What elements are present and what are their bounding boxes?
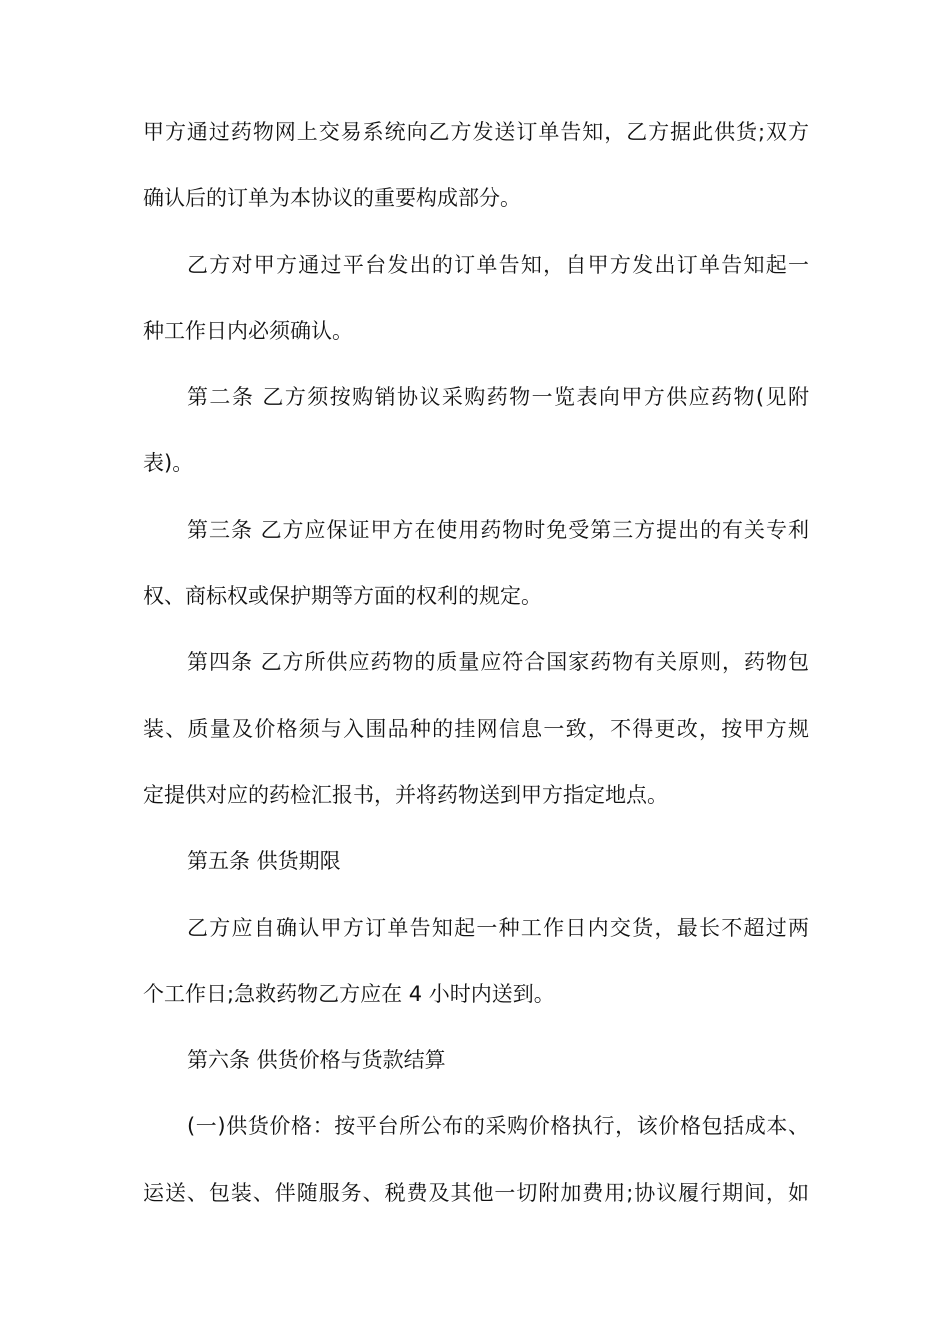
text-line: (一)供货价格：按平台所公布的采购价格执行，该价格包括成本、	[187, 1114, 809, 1139]
text-line: 第三条 乙方应保证甲方在使用药物时免受第三方提出的有关专利	[187, 517, 809, 542]
text-line: 第六条 供货价格与货款结算	[187, 1048, 446, 1073]
text-line: 装、质量及价格须与入围品种的挂网信息一致，不得更改，按甲方规	[143, 716, 809, 741]
text-line: 第五条 供货期限	[187, 849, 341, 874]
text-line: 第二条 乙方须按购销协议采购药物一览表向甲方供应药物(见附	[187, 385, 809, 410]
text-line: 乙方应自确认甲方订单告知起一种工作日内交货，最长不超过两	[187, 915, 809, 940]
text-line: 甲方通过药物网上交易系统向乙方发送订单告知，乙方据此供货;双方	[143, 120, 809, 144]
contract-body-text	[143, 108, 809, 1235]
text-line: 确认后的订单为本协议的重要构成部分。	[143, 186, 521, 211]
text-line: 权、商标权或保护期等方面的权利的规定。	[143, 584, 542, 609]
text-line: 定提供对应的药检汇报书，并将药物送到甲方指定地点。	[143, 782, 668, 807]
text-line: 运送、包装、伴随服务、税费及其他一切附加费用;协议履行期间，如	[143, 1180, 809, 1205]
text-line: 第四条 乙方所供应药物的质量应符合国家药物有关原则，药物包	[187, 650, 809, 675]
text-line: 表)。	[143, 451, 194, 476]
text-line: 种工作日内必须确认。	[143, 318, 353, 343]
text-line: 乙方对甲方通过平台发出的订单告知，自甲方发出订单告知起一	[187, 252, 809, 277]
text-line: 个工作日;急救药物乙方应在 4 小时内送到。	[143, 981, 555, 1006]
